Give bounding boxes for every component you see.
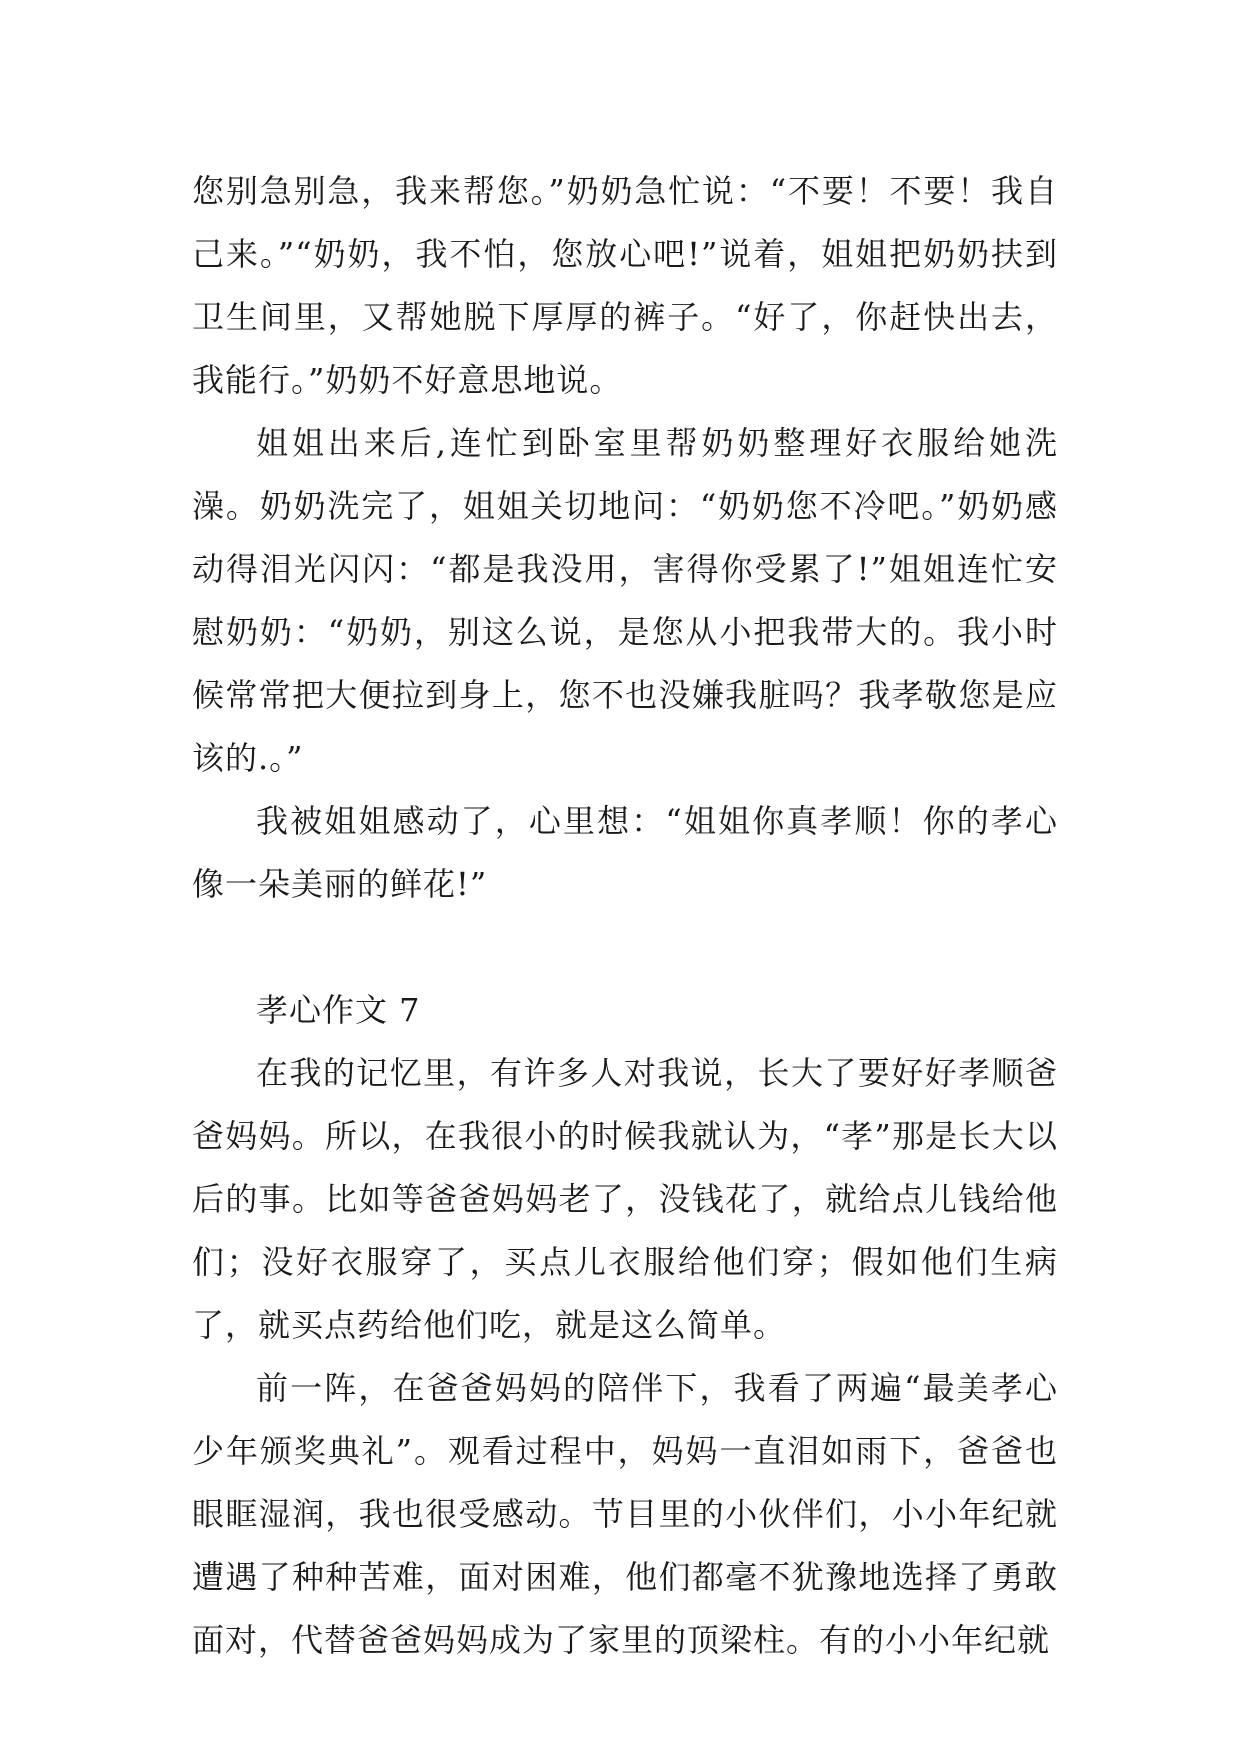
section-title: 孝心作文 7 [256, 991, 421, 1029]
paragraph-continued: 您别急别急，我来帮您。”奶奶急忙说：“不要！不要！我自己来。”“奶奶，我不怕，您放心吧!”说着，姐姐把奶奶扶到卫生间里，又帮她脱下厚厚的裤子。“好了，你赶快出去，我能行。”奶奶不好意思地说。 [192, 172, 1058, 399]
document-body [192, 160, 1058, 1672]
paragraph: 在我的记忆里，有许多人对我说，长大了要好好孝顺爸爸妈妈。所以，在我很小的时候我就认为，“孝”那是长大以后的事。比如等爸爸妈妈老了，没钱花了，就给点儿钱给他们；没好衣服穿了，买点儿衣服给他们穿；假如他们生病了，就买点药给他们吃，就是这么简单。 [192, 1054, 1058, 1344]
section-spacer [192, 916, 1058, 979]
paragraph: 前一阵，在爸爸妈妈的陪伴下，我看了两遍“最美孝心少年颁奖典礼”。观看过程中，妈妈一直泪如雨下，爸爸也眼眶湿润，我也很受感动。节目里的小伙伴们，小小年纪就遭遇了种种苦难，面对困难，他们都毫不犹豫地选择了勇敢面对，代替爸爸妈妈成为了家里的顶梁柱。有的小小年纪就 [192, 1369, 1058, 1659]
paragraph: 我被姐姐感动了，心里想：“姐姐你真孝顺！你的孝心像一朵美丽的鲜花!” [192, 802, 1058, 903]
paragraph: 姐姐出来后,连忙到卧室里帮奶奶整理好衣服给她洗澡。奶奶洗完了，姐姐关切地问：“奶奶您不冷吧。”奶奶感动得泪光闪闪：“都是我没用，害得你受累了!”姐姐连忙安慰奶奶：“奶奶，别这么说，是您从小把我带大的。我小时候常常把大便拉到身上，您不也没嫌我脏吗？我孝敬您是应该的.。” [192, 424, 1058, 777]
